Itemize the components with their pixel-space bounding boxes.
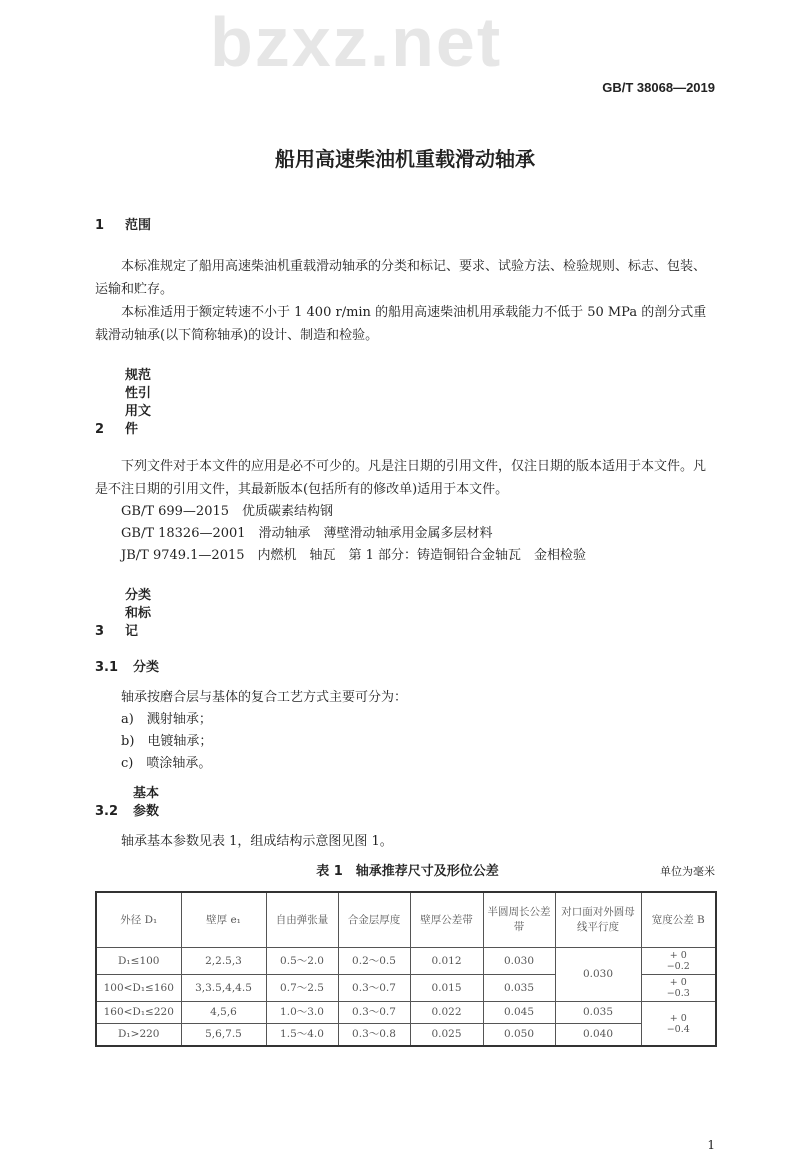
cell: + 0 −0.4 <box>641 1002 716 1047</box>
table-unit: 单位为毫米 <box>660 865 715 878</box>
column-header: 壁厚 e₁ <box>181 892 266 948</box>
cell: 1.0～3.0 <box>266 1002 338 1024</box>
table-row <box>96 1002 716 1024</box>
table-caption-bar <box>95 863 715 881</box>
table-header-row <box>96 892 716 948</box>
section-2-heading <box>95 367 715 439</box>
section-3-1-heading <box>95 659 715 677</box>
cell: 0.5～2.0 <box>266 948 338 975</box>
paragraph: 本标准规定了船用高速柴油机重载滑动轴承的分类和标记、要求、试验方法、检验规则、标志、包装、运输和贮存。 <box>95 259 707 297</box>
cell: 0.3～0.7 <box>338 975 410 1002</box>
cell: 0.040 <box>555 1024 641 1047</box>
section-number: 3 <box>95 624 105 639</box>
cell: 2,2.5,3 <box>181 948 266 975</box>
paragraph: 本标准适用于额定转速不小于 1 400 r/min 的船用高速柴油机用承载能力不低于 50 MPa 的剖分式重载滑动轴承(以下简称轴承)的设计、制造和检验。 <box>95 305 707 343</box>
paragraph: 下列文件对于本文件的应用是必不可少的。凡是注日期的引用文件，仅注日期的版本适用于本文件。凡是不注日期的引用文件，其最新版本(包括所有的修改单)适用于本文件。 <box>95 459 707 497</box>
parameter-table <box>95 891 717 1047</box>
column-header: 自由弹张量 <box>266 892 338 948</box>
cell: 0.015 <box>410 975 483 1002</box>
cell: 0.3～0.8 <box>338 1024 410 1047</box>
cell: 0.012 <box>410 948 483 975</box>
section-3-2-heading <box>95 785 715 821</box>
section-number: 3.1 <box>95 660 119 675</box>
cell: D₁≤100 <box>96 948 181 975</box>
cell: 0.050 <box>483 1024 555 1047</box>
cell: D₁>220 <box>96 1024 181 1047</box>
table-row <box>96 948 716 975</box>
page-title: 船用高速柴油机重载滑动轴承 <box>275 147 535 171</box>
cell: 0.045 <box>483 1002 555 1024</box>
reference-item: GB/T 18326—2001 滑动轴承 薄壁滑动轴承用金属多层材料 <box>121 526 493 541</box>
paragraph: 轴承按磨合层与基体的复合工艺方式主要可分为： <box>121 690 408 705</box>
cell: 0.7～2.5 <box>266 975 338 1002</box>
page-number: 1 <box>707 1138 715 1152</box>
list-item: b) 电镀轴承； <box>121 734 213 749</box>
column-header: 外径 D₁ <box>96 892 181 948</box>
section-title: 规范性引用文件 <box>125 368 152 437</box>
column-header: 半圆周长公差带 <box>483 892 555 948</box>
cell: 160<D₁≤220 <box>96 1002 181 1024</box>
column-header: 合金层厚度 <box>338 892 410 948</box>
cell: 0.3～0.7 <box>338 1002 410 1024</box>
cell: 100<D₁≤160 <box>96 975 181 1002</box>
section-title: 分类 <box>133 660 160 675</box>
list-item: a) 溅射轴承； <box>121 712 212 727</box>
watermark: bzxz.net <box>210 3 503 81</box>
table-row <box>96 1024 716 1047</box>
section-1-heading <box>95 217 715 235</box>
reference-item: JB/T 9749.1—2015 内燃机 轴瓦 第 1 部分：铸造铜铅合金轴瓦 金相检验 <box>121 548 587 563</box>
cell: 0.035 <box>555 1002 641 1024</box>
section-3-heading <box>95 587 715 641</box>
section-title: 范围 <box>125 218 152 233</box>
standard-number: GB/T 38068—2019 <box>602 80 715 95</box>
section-number: 2 <box>95 422 105 437</box>
cell: 0.2～0.5 <box>338 948 410 975</box>
cell: 3,3.5,4,4.5 <box>181 975 266 1002</box>
cell: 1.5～4.0 <box>266 1024 338 1047</box>
section-title: 基本参数 <box>133 786 160 819</box>
section-number: 1 <box>95 218 105 233</box>
cell: + 0 −0.3 <box>641 975 716 1002</box>
cell: 0.030 <box>483 948 555 975</box>
cell: 5,6,7.5 <box>181 1024 266 1047</box>
cell: + 0 −0.2 <box>641 948 716 975</box>
cell: 0.030 <box>555 948 641 1002</box>
section-title: 分类和标记 <box>125 588 152 639</box>
cell: 4,5,6 <box>181 1002 266 1024</box>
column-header: 壁厚公差带 <box>410 892 483 948</box>
list-item: c) 喷涂轴承。 <box>121 756 212 771</box>
reference-item: GB/T 699—2015 优质碳素结构钢 <box>121 504 334 519</box>
cell: 0.025 <box>410 1024 483 1047</box>
section-number: 3.2 <box>95 804 119 819</box>
column-header: 宽度公差 B <box>641 892 716 948</box>
cell: 0.035 <box>483 975 555 1002</box>
column-header: 对口面对外圆母线平行度 <box>555 892 641 948</box>
table-caption: 表 1 轴承推荐尺寸及形位公差 <box>316 864 499 879</box>
paragraph: 轴承基本参数见表 1，组成结构示意图见图 1。 <box>121 834 393 849</box>
cell: 0.022 <box>410 1002 483 1024</box>
